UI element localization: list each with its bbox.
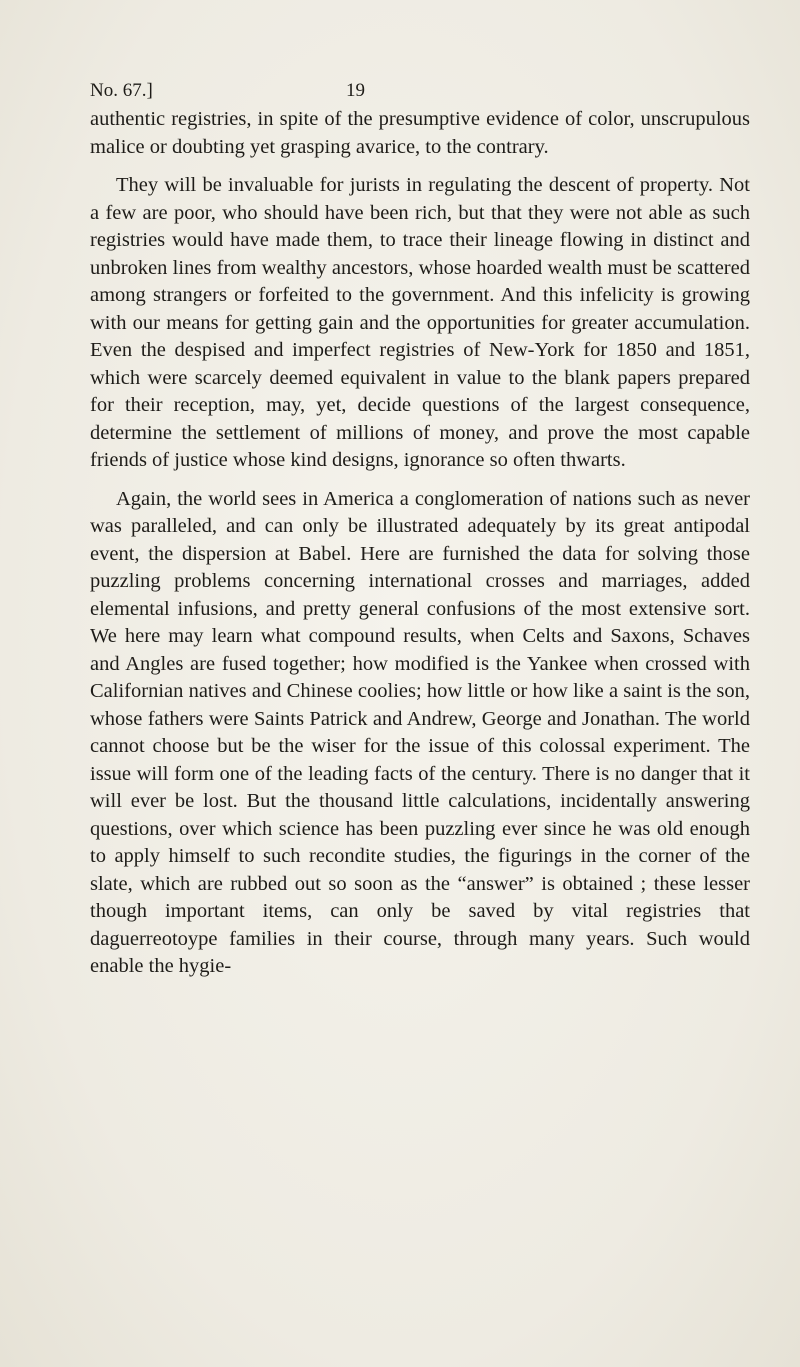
running-head [90, 78, 730, 104]
paragraph-continued: authentic registries, in spite of the presumptive evidence of color, unscrupulous malice or doubting yet grasping avarice, to the contrary. [90, 108, 750, 158]
paragraph-jurists: They will be invaluable for jurists in regulating the descent of property. Not a few are poor, who should have been rich, but that they were not able as such registries would have made them, to trace their lineage flowing in distinct and unbroken lines from wealthy ancestors, whose hoarded wealth must be scattered among strangers or forfeited to the government. And this infelicity is growing with our means for getting gain and the opportunities for greater accumulation. Even the despised and imperfect registries of New-York for 1850 and 1851, which were scarcely deemed equivalent in value to the blank papers prepared for their reception, may, yet, decide questions of the largest consequence, determine the settlement of millions of money, and prove the most capable friends of justice whose kind designs, ignorance so often thwarts. [90, 174, 750, 471]
body-text [90, 106, 750, 981]
paragraph-nations: Again, the world sees in America a conglomeration of nations such as never was paralleled, and can only be illustrated adequately by its great antipodal event, the dispersion at Babel. Here are furnished the data for solving those puzzling problems concerning international crosses and marriages, added elemental infusions, and pretty general confusions of the most extensive sort. We here may learn what compound results, when Celts and Saxons, Schaves and Angles are fused together; how modified is the Yankee when crossed with Californian natives and Chinese coolies; how little or how like a saint is the son, whose fathers were Saints Patrick and Andrew, George and Jonathan. The world cannot choose but be the wiser for the issue of this colossal experiment. The issue will form one of the leading facts of the century. There is no danger that it will ever be lost. But the thousand little calculations, incidentally answering questions, over which science has been puzzling ever since he was old enough to apply himself to such recondite studies, the figurings in the corner of the slate, which are rubbed out so soon as the “answer” is obtained ; these lesser though important items, can only be saved by vital registries that daguerreotoype families in their course, through many years. Such would enable the hygie- [90, 487, 750, 977]
page-number: 19 [346, 80, 365, 101]
issue-number: No. 67.] [90, 80, 153, 101]
